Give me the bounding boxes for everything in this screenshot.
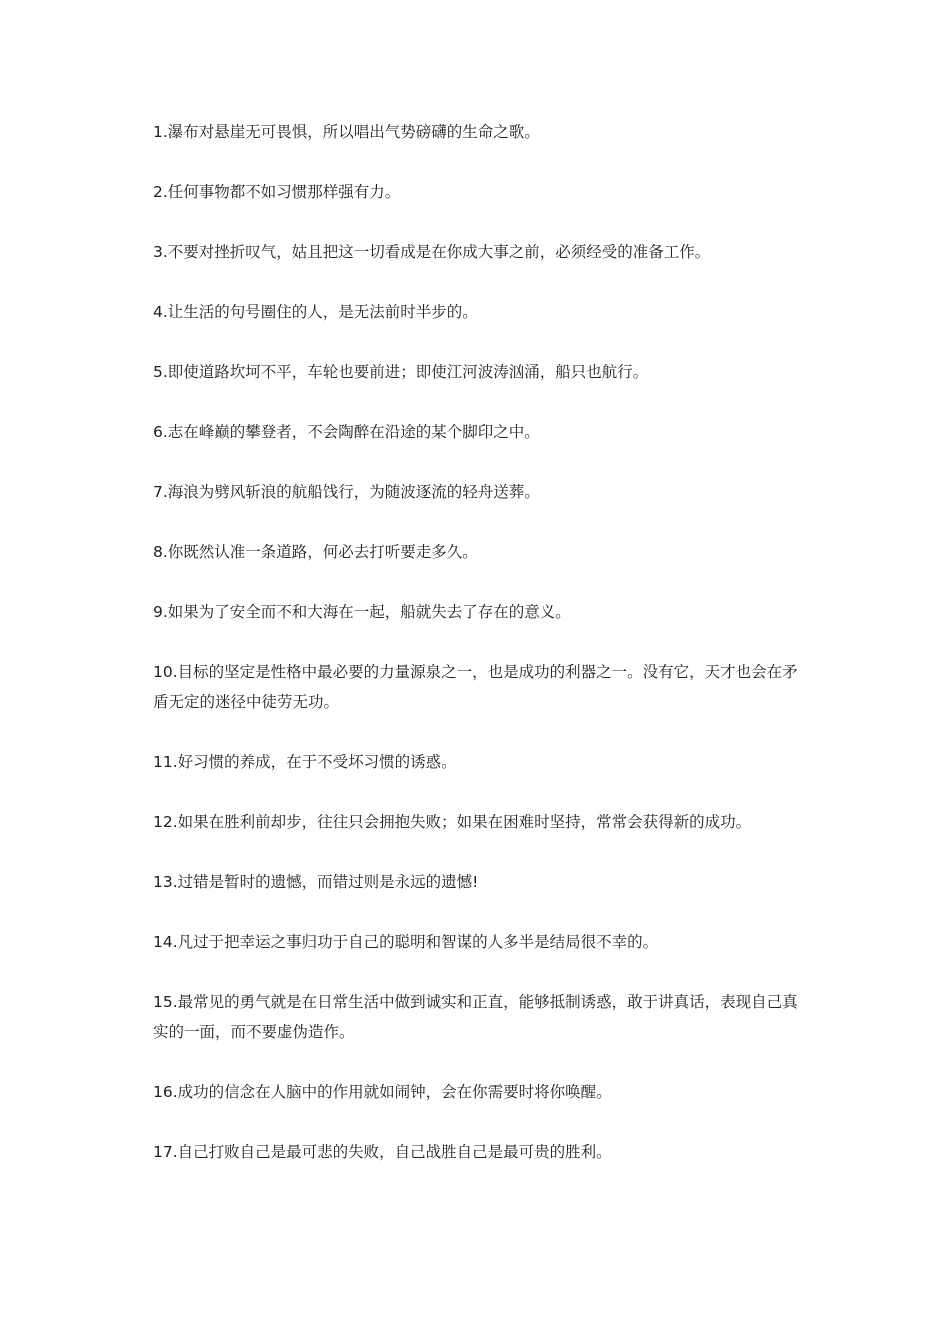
quote-item: 11.好习惯的养成，在于不受坏习惯的诱惑。 bbox=[153, 753, 457, 771]
quote-item: 8.你既然认准一条道路，何必去打听要走多久。 bbox=[153, 543, 478, 561]
quote-list bbox=[153, 117, 803, 1197]
quote-item: 3.不要对挫折叹气，姑且把这一切看成是在你成大事之前，必须经受的准备工作。 bbox=[153, 243, 711, 261]
quote-item: 2.任何事物都不如习惯那样强有力。 bbox=[153, 183, 401, 201]
quote-item: 16.成功的信念在人脑中的作用就如闹钟，会在你需要时将你唤醒。 bbox=[153, 1083, 612, 1101]
quote-item: 13.过错是暂时的遗憾，而错过则是永远的遗憾! bbox=[153, 873, 479, 891]
quote-item: 17.自己打败自己是最可悲的失败，自己战胜自己是最可贵的胜利。 bbox=[153, 1143, 612, 1161]
quote-item: 15.最常见的勇气就是在日常生活中做到诚实和正直，能够抵制诱惑，敢于讲真话，表现自己真实的一面，而不要虚伪造作。 bbox=[153, 993, 798, 1041]
quote-item: 5.即使道路坎坷不平，车轮也要前进；即使江河波涛汹涌，船只也航行。 bbox=[153, 363, 649, 381]
quote-item: 9.如果为了安全而不和大海在一起，船就失去了存在的意义。 bbox=[153, 603, 571, 621]
quote-item: 6.志在峰巅的攀登者，不会陶醉在沿途的某个脚印之中。 bbox=[153, 423, 540, 441]
quote-item: 10.目标的坚定是性格中最必要的力量源泉之一，也是成功的利器之一。没有它，天才也会在矛盾无定的迷径中徒劳无功。 bbox=[153, 663, 798, 711]
quote-item: 1.瀑布对悬崖无可畏惧，所以唱出气势磅礴的生命之歌。 bbox=[153, 123, 540, 141]
quote-item: 7.海浪为劈风斩浪的航船饯行，为随波逐流的轻舟送葬。 bbox=[153, 483, 540, 501]
quote-item: 4.让生活的句号圈住的人，是无法前时半步的。 bbox=[153, 303, 478, 321]
quote-item: 12.如果在胜利前却步，往往只会拥抱失败；如果在困难时坚持，常常会获得新的成功。 bbox=[153, 813, 752, 831]
quote-item: 14.凡过于把幸运之事归功于自己的聪明和智谋的人多半是结局很不幸的。 bbox=[153, 933, 659, 951]
